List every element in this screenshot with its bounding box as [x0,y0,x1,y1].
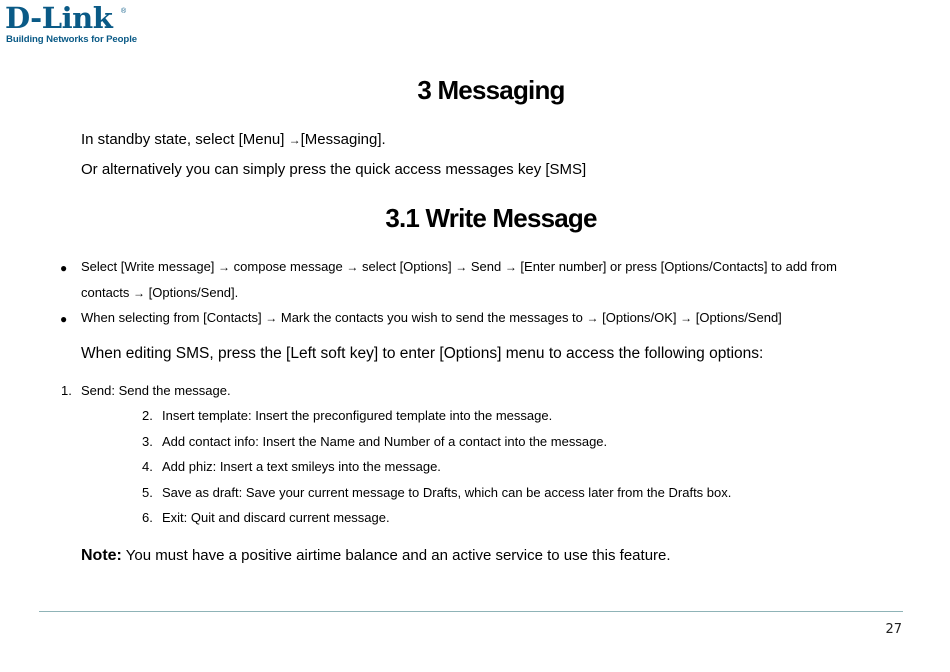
arrow-icon: → [455,260,468,274]
arrow-icon: → [218,260,231,274]
option-text: Add contact info: Insert the Name and Number of a contact into the message. [162,434,608,449]
option-number: 4. [142,459,153,474]
bullet-text: compose message [230,259,347,274]
note-text: You must have a positive airtime balance and an active service to use this feature. [121,547,671,564]
option-number: 5. [142,485,153,500]
option-item [61,383,231,398]
logo-brand: D-Link [5,1,113,35]
option-number: 1. [61,383,72,398]
intro-line-1-end: [Messaging]. [300,131,386,148]
bullet-text: [Options/OK] [598,310,681,325]
bullet-text: [Enter number] or press [Options/Contacts] to add from [516,259,837,274]
option-number: 2. [142,408,153,423]
intro-line-1 [81,131,386,148]
arrow-icon: → [586,311,599,325]
bullet-item-1-line-2 [81,285,238,300]
subsection-title: 3.1 Write Message [385,203,597,233]
arrow-icon: → [288,133,301,147]
bullet-marker: ● [60,261,68,275]
bullet-text: Send [467,259,505,274]
bullet-marker: ● [60,312,68,326]
bullet-text: [Options/Send]. [145,285,239,300]
option-item [142,459,441,474]
bullet-text: contacts [81,285,134,300]
bullet-item-2 [81,310,782,325]
bullet-text: Select [Write message] [81,259,219,274]
arrow-icon: → [504,260,517,274]
logo-registered-mark: ® [121,8,127,15]
option-number: 6. [142,510,153,525]
option-number: 3. [142,434,153,449]
footer-divider [39,611,903,612]
bullet-text: select [Options] [358,259,456,274]
option-item [142,485,732,500]
option-text: Exit: Quit and discard current message. [162,510,390,525]
page-number: 27 [885,622,902,637]
editing-instructions: When editing SMS, press the [Left soft key] to enter [Options] menu to access the following options: [81,345,764,362]
option-text: Add phiz: Insert a text smileys into the message. [162,459,441,474]
intro-line-2: Or alternatively you can simply press the quick access messages key [SMS] [81,161,587,178]
logo-tagline: Building Networks for People [6,34,137,45]
option-text: Send: Send the message. [81,383,231,398]
arrow-icon: → [680,311,693,325]
option-text: Insert template: Insert the preconfigured template into the message. [162,408,553,423]
note-label: Note: [81,547,122,564]
bullet-text: Mark the contacts you wish to send the messages to [277,310,587,325]
arrow-icon: → [265,311,278,325]
bullet-text: When selecting from [Contacts] [81,310,266,325]
section-title: 3 Messaging [417,75,565,105]
option-item [142,434,608,449]
option-item [142,510,390,525]
bullet-text: [Options/Send] [692,310,782,325]
arrow-icon: → [133,286,146,300]
option-item [142,408,553,423]
option-text: Save as draft: Save your current message to Drafts, which can be access later from the Drafts box. [162,485,732,500]
dlink-logo [5,1,137,46]
intro-line-1-start: In standby state, select [Menu] [81,131,289,148]
arrow-icon: → [346,260,359,274]
bullet-item-1-line-1 [81,259,837,274]
note [81,547,671,565]
